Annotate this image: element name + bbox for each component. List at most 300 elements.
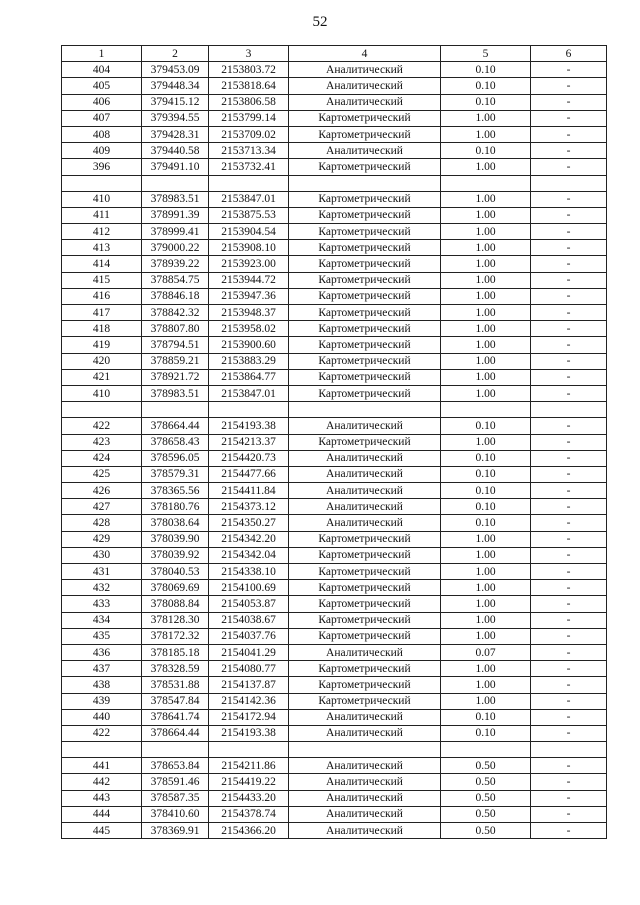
table-cell: Аналитический — [289, 725, 441, 741]
table-cell: - — [531, 353, 607, 369]
table-cell: - — [531, 693, 607, 709]
table-cell: Аналитический — [289, 78, 441, 94]
table-cell: 2154037.76 — [209, 628, 289, 644]
column-header: 5 — [441, 46, 531, 62]
column-header: 6 — [531, 46, 607, 62]
table-row — [62, 175, 607, 191]
table-cell: - — [531, 321, 607, 337]
table-cell: 2154100.69 — [209, 580, 289, 596]
table-cell: 378794.51 — [142, 337, 209, 353]
table-cell: Картометрический — [289, 547, 441, 563]
table-cell: 1.00 — [441, 612, 531, 628]
table-row — [62, 321, 607, 337]
table-cell: 425 — [62, 466, 142, 482]
table-cell: 0.10 — [441, 62, 531, 78]
table-cell: 1.00 — [441, 110, 531, 126]
table-cell: 2153847.01 — [209, 385, 289, 401]
table-cell: - — [531, 256, 607, 272]
table-cell: 422 — [62, 725, 142, 741]
table-row — [62, 207, 607, 223]
table-row — [62, 369, 607, 385]
table-cell: 378038.64 — [142, 515, 209, 531]
table-cell: 0.10 — [441, 483, 531, 499]
table-cell: - — [531, 709, 607, 725]
table-cell: - — [531, 725, 607, 741]
table-cell: - — [531, 78, 607, 94]
table-cell: - — [531, 369, 607, 385]
table-cell: 2154342.04 — [209, 547, 289, 563]
table-row — [62, 709, 607, 725]
table-cell: 439 — [62, 693, 142, 709]
table-cell: 404 — [62, 62, 142, 78]
table-cell: 1.00 — [441, 224, 531, 240]
table-cell: 378921.72 — [142, 369, 209, 385]
table-cell: - — [531, 483, 607, 499]
table-cell — [62, 742, 142, 758]
table-cell: 378547.84 — [142, 693, 209, 709]
table-cell: 378088.84 — [142, 596, 209, 612]
table-cell: - — [531, 224, 607, 240]
table-cell: 2154213.37 — [209, 434, 289, 450]
table-cell: Аналитический — [289, 806, 441, 822]
table-cell: - — [531, 499, 607, 515]
table-cell: 2153947.36 — [209, 288, 289, 304]
table-cell: 1.00 — [441, 564, 531, 580]
table-cell: 433 — [62, 596, 142, 612]
table-cell — [289, 742, 441, 758]
table-cell: Картометрический — [289, 369, 441, 385]
table-cell: 444 — [62, 806, 142, 822]
table-cell: 2153875.53 — [209, 207, 289, 223]
table-cell: Картометрический — [289, 207, 441, 223]
table-cell: 411 — [62, 207, 142, 223]
table-cell: Аналитический — [289, 758, 441, 774]
table-cell: 378185.18 — [142, 644, 209, 660]
table-cell: 378854.75 — [142, 272, 209, 288]
table-cell: Аналитический — [289, 515, 441, 531]
table-cell: 379415.12 — [142, 94, 209, 110]
table-row — [62, 288, 607, 304]
table-cell: 2154419.22 — [209, 774, 289, 790]
table-cell: - — [531, 159, 607, 175]
table-cell: 1.00 — [441, 677, 531, 693]
table-cell: - — [531, 288, 607, 304]
table-cell: 1.00 — [441, 353, 531, 369]
table-cell: 379440.58 — [142, 143, 209, 159]
table-cell: - — [531, 677, 607, 693]
table-cell: - — [531, 240, 607, 256]
table-cell: Картометрический — [289, 580, 441, 596]
column-header: 2 — [142, 46, 209, 62]
table-cell: 1.00 — [441, 580, 531, 596]
table-row — [62, 224, 607, 240]
table-cell: 1.00 — [441, 434, 531, 450]
table-cell: 1.00 — [441, 207, 531, 223]
table-cell: Аналитический — [289, 418, 441, 434]
table-cell — [531, 742, 607, 758]
table-cell: 429 — [62, 531, 142, 547]
table-cell: Картометрический — [289, 693, 441, 709]
table-cell — [142, 742, 209, 758]
table-cell: Картометрический — [289, 434, 441, 450]
table-cell: 0.50 — [441, 774, 531, 790]
table-row — [62, 547, 607, 563]
table-cell: - — [531, 143, 607, 159]
table-cell: Картометрический — [289, 191, 441, 207]
table-cell: Аналитический — [289, 790, 441, 806]
table-cell: Картометрический — [289, 321, 441, 337]
page-number: 52 — [312, 14, 328, 30]
table-cell: 426 — [62, 483, 142, 499]
table-cell: 1.00 — [441, 369, 531, 385]
table-cell: 1.00 — [441, 321, 531, 337]
table-cell: Аналитический — [289, 823, 441, 839]
table-cell: - — [531, 661, 607, 677]
table-cell: 378410.60 — [142, 806, 209, 822]
table-cell: 378983.51 — [142, 385, 209, 401]
table-cell: 378591.46 — [142, 774, 209, 790]
table-cell: Картометрический — [289, 126, 441, 142]
table-cell — [209, 742, 289, 758]
table-cell: - — [531, 596, 607, 612]
table-cell: - — [531, 385, 607, 401]
table-cell: 2153908.10 — [209, 240, 289, 256]
table-cell: 2153847.01 — [209, 191, 289, 207]
table-cell: 2153818.64 — [209, 78, 289, 94]
table-cell: 2154172.94 — [209, 709, 289, 725]
table-cell: 0.50 — [441, 758, 531, 774]
table-cell: 379491.10 — [142, 159, 209, 175]
table-cell: 378039.92 — [142, 547, 209, 563]
table-cell: 2154373.12 — [209, 499, 289, 515]
table-cell: 442 — [62, 774, 142, 790]
table-cell: 396 — [62, 159, 142, 175]
table-cell: 428 — [62, 515, 142, 531]
table-cell: 0.07 — [441, 644, 531, 660]
table-cell: Картометрический — [289, 288, 441, 304]
table-cell: Аналитический — [289, 774, 441, 790]
table-row — [62, 337, 607, 353]
table-cell: 378983.51 — [142, 191, 209, 207]
table-row — [62, 693, 607, 709]
table-cell: 0.10 — [441, 466, 531, 482]
table-cell: 378069.69 — [142, 580, 209, 596]
column-header: 4 — [289, 46, 441, 62]
table-cell: 431 — [62, 564, 142, 580]
table-cell: 2154137.87 — [209, 677, 289, 693]
table-cell: - — [531, 806, 607, 822]
table-cell: - — [531, 62, 607, 78]
table-cell: - — [531, 466, 607, 482]
table-cell: Картометрический — [289, 353, 441, 369]
table-cell: 378180.76 — [142, 499, 209, 515]
table-cell — [289, 402, 441, 418]
table-cell: Аналитический — [289, 143, 441, 159]
table-cell: - — [531, 337, 607, 353]
table-cell: 378991.39 — [142, 207, 209, 223]
table-cell: 378128.30 — [142, 612, 209, 628]
table-cell: 1.00 — [441, 305, 531, 321]
table-cell: - — [531, 434, 607, 450]
table-cell: Картометрический — [289, 564, 441, 580]
table-cell: 2153713.34 — [209, 143, 289, 159]
table-cell: 2153944.72 — [209, 272, 289, 288]
table-row — [62, 806, 607, 822]
table-cell: 2153923.00 — [209, 256, 289, 272]
table-cell: - — [531, 547, 607, 563]
table-cell: Аналитический — [289, 709, 441, 725]
table-cell: Картометрический — [289, 596, 441, 612]
table-cell: - — [531, 305, 607, 321]
table-cell: 2154350.27 — [209, 515, 289, 531]
table-cell: 2154411.84 — [209, 483, 289, 499]
table-cell: 2153958.02 — [209, 321, 289, 337]
table-cell: 379453.09 — [142, 62, 209, 78]
table-cell: 414 — [62, 256, 142, 272]
table-cell: - — [531, 790, 607, 806]
table-cell: 2153883.29 — [209, 353, 289, 369]
table-cell: 0.10 — [441, 143, 531, 159]
table-cell: 1.00 — [441, 159, 531, 175]
table-cell: 419 — [62, 337, 142, 353]
table-cell: Аналитический — [289, 466, 441, 482]
table-row — [62, 240, 607, 256]
table-cell: 408 — [62, 126, 142, 142]
table-cell: 406 — [62, 94, 142, 110]
table-cell — [142, 402, 209, 418]
table-row — [62, 742, 607, 758]
table-cell: 1.00 — [441, 288, 531, 304]
table-cell: Аналитический — [289, 450, 441, 466]
table-cell: - — [531, 580, 607, 596]
table-cell: 379448.34 — [142, 78, 209, 94]
table-row — [62, 823, 607, 839]
table-cell: Картометрический — [289, 661, 441, 677]
table-row — [62, 353, 607, 369]
table-cell: 0.10 — [441, 709, 531, 725]
table-cell: 2154142.36 — [209, 693, 289, 709]
table-cell: Картометрический — [289, 110, 441, 126]
table-cell: - — [531, 823, 607, 839]
table-cell: - — [531, 207, 607, 223]
table-cell: 378641.74 — [142, 709, 209, 725]
table-cell: 410 — [62, 385, 142, 401]
table-cell — [62, 402, 142, 418]
table-cell: 378587.35 — [142, 790, 209, 806]
table-cell: Картометрический — [289, 337, 441, 353]
table-row — [62, 612, 607, 628]
table-row — [62, 531, 607, 547]
table-cell: 2154080.77 — [209, 661, 289, 677]
table-cell: 443 — [62, 790, 142, 806]
table-cell: 0.10 — [441, 78, 531, 94]
table-cell: 2153900.60 — [209, 337, 289, 353]
table-row — [62, 434, 607, 450]
table-row — [62, 418, 607, 434]
table-cell: 436 — [62, 644, 142, 660]
table-cell: 432 — [62, 580, 142, 596]
table-cell: 424 — [62, 450, 142, 466]
table-cell: 378172.32 — [142, 628, 209, 644]
table-cell: 0.10 — [441, 499, 531, 515]
table-row — [62, 774, 607, 790]
table-row — [62, 677, 607, 693]
table-cell: 1.00 — [441, 547, 531, 563]
table-cell: - — [531, 564, 607, 580]
table-row — [62, 450, 607, 466]
table-cell: 379394.55 — [142, 110, 209, 126]
table-cell: 438 — [62, 677, 142, 693]
table-cell: Картометрический — [289, 305, 441, 321]
table-cell: 2154193.38 — [209, 725, 289, 741]
table-cell: - — [531, 774, 607, 790]
table-cell: Картометрический — [289, 612, 441, 628]
table-cell: Аналитический — [289, 94, 441, 110]
column-header: 1 — [62, 46, 142, 62]
table-cell: 379428.31 — [142, 126, 209, 142]
table-cell: 0.10 — [441, 418, 531, 434]
table-cell: Картометрический — [289, 677, 441, 693]
table-cell: 378579.31 — [142, 466, 209, 482]
table-cell: 435 — [62, 628, 142, 644]
table-cell — [62, 175, 142, 191]
table-cell: 418 — [62, 321, 142, 337]
table-cell: Картометрический — [289, 628, 441, 644]
table-cell: 1.00 — [441, 596, 531, 612]
table-cell: 378039.90 — [142, 531, 209, 547]
table-cell: 378846.18 — [142, 288, 209, 304]
table-row — [62, 385, 607, 401]
table-cell: 2154053.87 — [209, 596, 289, 612]
table-row — [62, 94, 607, 110]
table-cell: 2154338.10 — [209, 564, 289, 580]
table-row — [62, 661, 607, 677]
table-row — [62, 159, 607, 175]
table-row — [62, 596, 607, 612]
table-row — [62, 790, 607, 806]
table-cell: Аналитический — [289, 499, 441, 515]
table-row — [62, 758, 607, 774]
table-cell: 409 — [62, 143, 142, 159]
table-cell: 378664.44 — [142, 418, 209, 434]
table-cell: 2154342.20 — [209, 531, 289, 547]
table-cell: 0.50 — [441, 806, 531, 822]
table-header-row — [62, 46, 607, 62]
table-cell: 416 — [62, 288, 142, 304]
table-cell: 434 — [62, 612, 142, 628]
table-cell: - — [531, 758, 607, 774]
table-cell: 0.10 — [441, 515, 531, 531]
table-cell: 421 — [62, 369, 142, 385]
table-cell: - — [531, 628, 607, 644]
table-row — [62, 256, 607, 272]
table-cell: 1.00 — [441, 337, 531, 353]
table-cell: 379000.22 — [142, 240, 209, 256]
table-row — [62, 466, 607, 482]
table-cell: 378859.21 — [142, 353, 209, 369]
table-cell: 2153806.58 — [209, 94, 289, 110]
table-row — [62, 402, 607, 418]
table-cell: - — [531, 110, 607, 126]
table-cell: 437 — [62, 661, 142, 677]
table-row — [62, 191, 607, 207]
table-cell: - — [531, 418, 607, 434]
table-cell: 378369.91 — [142, 823, 209, 839]
table-cell: 1.00 — [441, 272, 531, 288]
table-cell: 2153904.54 — [209, 224, 289, 240]
table-cell: Аналитический — [289, 62, 441, 78]
table-cell: 2154211.86 — [209, 758, 289, 774]
table-cell: 405 — [62, 78, 142, 94]
table-cell: 0.10 — [441, 725, 531, 741]
table-cell — [531, 402, 607, 418]
table-cell: 2154477.66 — [209, 466, 289, 482]
table-cell: 2153709.02 — [209, 126, 289, 142]
table-cell: 378939.22 — [142, 256, 209, 272]
table-cell — [209, 175, 289, 191]
table-cell: 0.50 — [441, 790, 531, 806]
table-cell: Картометрический — [289, 159, 441, 175]
table-cell: 2154041.29 — [209, 644, 289, 660]
table-cell: 413 — [62, 240, 142, 256]
table-row — [62, 78, 607, 94]
table-row — [62, 580, 607, 596]
table-cell: 0.10 — [441, 450, 531, 466]
table-cell: - — [531, 191, 607, 207]
table-row — [62, 515, 607, 531]
table-cell: 378531.88 — [142, 677, 209, 693]
table-cell: 417 — [62, 305, 142, 321]
coordinates-table — [61, 45, 607, 839]
table-cell: 410 — [62, 191, 142, 207]
table-cell: 423 — [62, 434, 142, 450]
table-row — [62, 110, 607, 126]
table-body — [62, 62, 607, 839]
table-cell: Картометрический — [289, 256, 441, 272]
table-row — [62, 725, 607, 741]
table-cell: 2154366.20 — [209, 823, 289, 839]
table-cell: 1.00 — [441, 256, 531, 272]
table-cell: 1.00 — [441, 240, 531, 256]
table-row — [62, 564, 607, 580]
table-cell — [441, 175, 531, 191]
table-row — [62, 305, 607, 321]
table-row — [62, 628, 607, 644]
table-cell: - — [531, 126, 607, 142]
table-cell: Картометрический — [289, 272, 441, 288]
table-cell: 378658.43 — [142, 434, 209, 450]
table-cell: 2153732.41 — [209, 159, 289, 175]
table-cell: 378842.32 — [142, 305, 209, 321]
table-cell: 2153803.72 — [209, 62, 289, 78]
table-cell: - — [531, 515, 607, 531]
table-row — [62, 126, 607, 142]
table-cell: 2153948.37 — [209, 305, 289, 321]
table-cell: 378040.53 — [142, 564, 209, 580]
table-cell: 2154038.67 — [209, 612, 289, 628]
table-cell: Аналитический — [289, 483, 441, 499]
table-cell: Картометрический — [289, 385, 441, 401]
table-cell: 441 — [62, 758, 142, 774]
table-cell — [441, 402, 531, 418]
table-cell: 1.00 — [441, 661, 531, 677]
table-cell — [531, 175, 607, 191]
table-cell: - — [531, 531, 607, 547]
table-cell: 1.00 — [441, 693, 531, 709]
table-cell: 378664.44 — [142, 725, 209, 741]
table-row — [62, 483, 607, 499]
table-cell: 2154378.74 — [209, 806, 289, 822]
